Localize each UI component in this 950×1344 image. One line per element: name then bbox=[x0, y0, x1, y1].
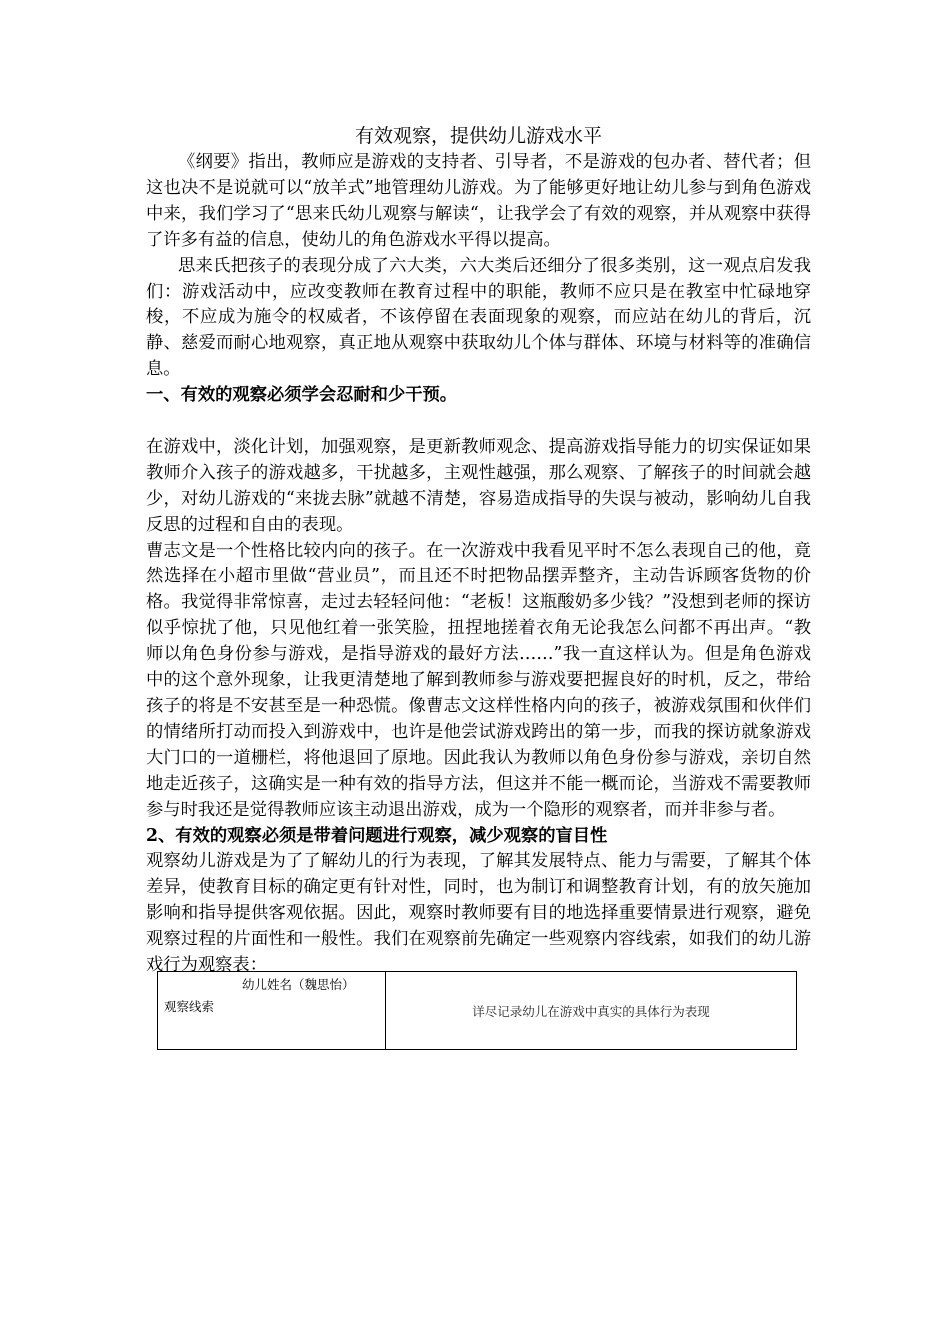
table-cell-record: 详尽记录幼儿在游戏中真实的具体行为表现 bbox=[386, 972, 797, 1050]
document-title: 有效观察，提供幼儿游戏水平 bbox=[354, 125, 602, 147]
paragraph-3: 在游戏中，淡化计划，加强观察，是更新教师观念、提高游戏指导能力的切实保证如果教师介入孩子的游戏越多，干扰越多，主观性越强，那么观察、了解孩子的时间就会越少，对幼儿游戏的“来拢去脉”就越不清楚，容易造成指导的失误与被动，影响幼儿自我反思的过程和自由的表现。 bbox=[146, 436, 811, 535]
observation-clue-label: 观察线索 bbox=[164, 999, 215, 1014]
paragraph-5: 观察幼儿游戏是为了了解幼儿的行为表现，了解其发展特点、能力与需要，了解其个体差异，使教育目标的确定更有针对性，同时，也为制订和调整教育计划，有的放矢施加影响和指导提供客观依据。因此，观察时教师要有目的地选择重要情景进行观察，避免观察过程的片面性和一般性。我们在观察前先确定一些观察内容线索，如我们的幼儿游戏行为观察表： bbox=[146, 851, 811, 976]
document-body bbox=[146, 122, 811, 979]
child-name-label: 幼儿姓名（魏思怡） bbox=[242, 977, 355, 992]
observation-table bbox=[157, 971, 797, 1050]
paragraph-1: 《纲要》指出，教师应是游戏的支持者、引导者，不是游戏的包办者、替代者；但这也决不是说就可以“放羊式”地管理幼儿游戏。为了能够更好地让幼儿参与到角色游戏中来，我们学习了“思来氏幼儿观察与解读“，让我学会了有效的观察，并从观察中获得了许多有益的信息，使幼儿的角色游戏水平得以提高。 bbox=[146, 152, 811, 250]
section-heading-1: 一、有效的观察必须学会忍耐和少干预。 bbox=[146, 385, 458, 406]
section-heading-2: 2、有效的观察必须是带着问题进行观察，减少观察的盲目性 bbox=[146, 825, 608, 846]
table-row bbox=[158, 972, 797, 1050]
paragraph-2: 思来氏把孩子的表现分成了六大类，六大类后还细分了很多类别，这一观点启发我们：游戏活动中，应改变教师在教育过程中的职能，教师不应只是在教室中忙碌地穿梭，不应成为施令的权威者，不该停留在表面现象的观察，而应站在幼儿的背后，沉静、慈爱而耐心地观察，真正地从观察中获取幼儿个体与群体、环境与材料等的准确信息。 bbox=[146, 255, 811, 380]
table-cell-header bbox=[158, 972, 386, 1050]
paragraph-4: 曹志文是一个性格比较内向的孩子。在一次游戏中我看见平时不怎么表现自己的他，竟然选择在小超市里做“营业员”，而且还不时把物品摆弄整齐，主动告诉顾客货物的价格。我觉得非常惊喜，走过去轻轻问他：“老板！这瓶酸奶多少钱？”没想到老师的探访似乎惊扰了他，只见他红着一张笑脸，扭捏地搓着衣角无论我怎么问都不再出声。“教师以角色身份参与游戏，是指导游戏的最好方法……”我一直这样认为。但是角色游戏中的这个意外现象，让我更清楚地了解到教师参与游戏要把握良好的时机，反之，带给孩子的将是不安甚至是一种恐慌。像曹志文这样性格内向的孩子，被游戏氛围和伙伴们的情绪所打动而投入到游戏中，也许是他尝试游戏跨出的第一步，而我的探访就象游戏大门口的一道栅栏，将他退回了原地。因此我认为教师以角色身份参与游戏，亲切自然地走近孩子，这确实是一种有效的指导方法，但这并不能一概而论，当游戏不需要教师参与时我还是觉得教师应该主动退出游戏，成为一个隐形的观察者，而并非参与者。 bbox=[146, 540, 811, 820]
blank-line bbox=[146, 409, 811, 435]
